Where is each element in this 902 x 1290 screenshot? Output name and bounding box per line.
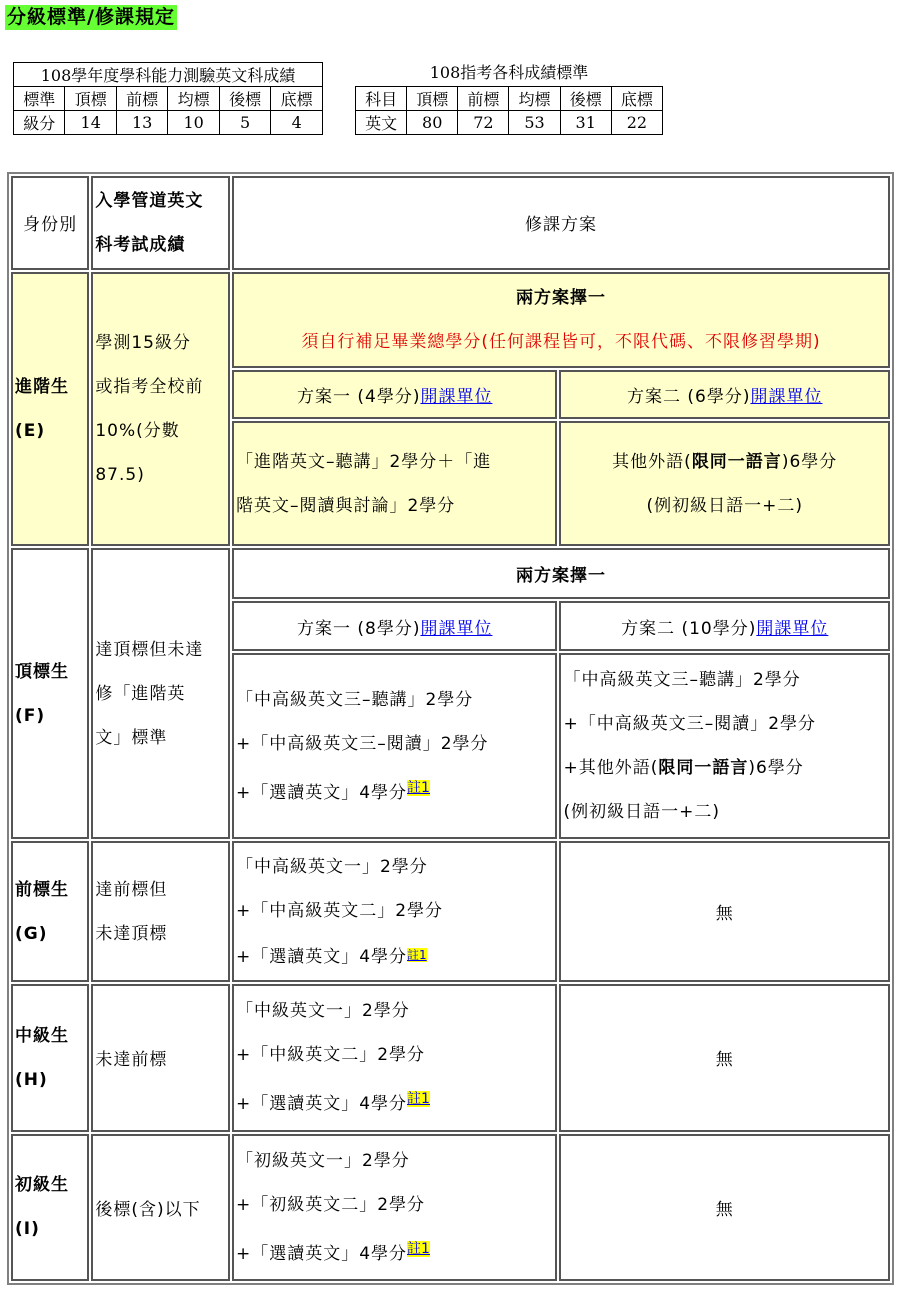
note-1-link[interactable]: 註1 (407, 779, 430, 796)
ast-value-cell: 80 (407, 111, 458, 135)
gsat-value-cell: 級分 (14, 111, 65, 135)
top-plan2-header: 方案二 (10學分)開課單位 (559, 601, 890, 651)
identity-advanced: 進階生 (E) (11, 272, 89, 546)
gsat-header-cell: 頂標 (65, 87, 116, 111)
top-plan1-courses: 「中高級英文三–聽講」2學分 +「中高級英文三–閱讀」2學分 +「選讀英文」4學分$^{註1}$ (232, 653, 557, 839)
ast-value-cell: 53 (509, 111, 560, 135)
mid-plan-courses: 「中級英文一」2學分 +「中級英文二」2學分 +「選讀英文」4學分$^{註1}$ (232, 984, 557, 1131)
advanced-plan1-courses: 「進階英文–聽講」2學分＋「進 階英文–閱讀與討論」2學分 (232, 421, 557, 546)
ast-header-cell: 前標 (458, 87, 509, 111)
header-plan: 修課方案 (232, 176, 890, 270)
identity-mid: 中級生 (H) (11, 984, 89, 1131)
table-header-row (11, 176, 890, 270)
table-row (11, 548, 890, 598)
mid-plan2-none: 無 (559, 984, 890, 1131)
choose-one-label: 兩方案擇一 (515, 287, 606, 308)
criteria-top: 達頂標但未達 修「進階英 文」標準 (91, 548, 230, 839)
front-plan-courses: 「中高級英文一」2學分 +「中高級英文二」2學分 +「選讀英文」4學分註1 (232, 841, 557, 982)
criteria-front: 達前標但 未達頂標 (91, 841, 230, 982)
advanced-plan2-courses: 其他外語(限同一語言)6學分 (例初級日語一+二) (559, 421, 890, 546)
front-plan2-none: 無 (559, 841, 890, 982)
course-plan-table (7, 172, 894, 1285)
gsat-value-cell: 5 (219, 111, 270, 135)
advanced-plan1-header: 方案一 (4學分)開課單位 (232, 370, 557, 419)
ast-value-cell: 22 (611, 111, 662, 135)
ast-value-cell: 72 (458, 111, 509, 135)
page-title: 分級標準/修課規定 (7, 6, 175, 28)
gsat-score-table (13, 62, 323, 135)
note-1-link[interactable]: 註1 (407, 947, 427, 962)
header-admission: 入學管道英文 科考試成績 (91, 176, 230, 270)
course-unit-link[interactable]: 開課單位 (756, 618, 829, 639)
ast-header-cell: 後標 (560, 87, 611, 111)
gsat-value-cell: 13 (116, 111, 167, 135)
table-row (11, 1134, 890, 1281)
identity-basic: 初級生 (I) (11, 1134, 89, 1281)
gsat-header-cell: 底標 (271, 87, 323, 111)
top-plan1-header: 方案一 (8學分)開課單位 (232, 601, 557, 651)
table-row (11, 841, 890, 982)
gsat-value-cell: 4 (271, 111, 323, 135)
top-plan2-courses: 「中高級英文三–聽講」2學分 +「中高級英文三–閱讀」2學分 +其他外語(限同一語言)6學分 (例初級日語一+二) (559, 653, 890, 839)
note-1-link[interactable]: 註1 (407, 1240, 430, 1257)
basic-plan2-none: 無 (559, 1134, 890, 1281)
gsat-header-cell: 標準 (14, 87, 65, 111)
gsat-value-cell: 14 (65, 111, 116, 135)
gsat-header-cell: 後標 (219, 87, 270, 111)
identity-front: 前標生 (G) (11, 841, 89, 982)
identity-top: 頂標生 (F) (11, 548, 89, 839)
criteria-advanced: 學測15級分 或指考全校前 10%(分數 87.5) (91, 272, 230, 546)
note-1-link[interactable]: 註1 (407, 1091, 430, 1108)
course-unit-link[interactable]: 開課單位 (420, 618, 493, 639)
criteria-basic: 後標(含)以下 (91, 1134, 230, 1281)
ast-header-cell: 均標 (509, 87, 560, 111)
criteria-mid: 未達前標 (91, 984, 230, 1131)
ast-header-cell: 頂標 (407, 87, 458, 111)
ast-header-cell: 底標 (611, 87, 662, 111)
gsat-table-caption: 108學年度學科能力測驗英文科成績 (14, 63, 323, 87)
gsat-value-cell: 10 (168, 111, 219, 135)
ast-table-caption: 108指考各科成績標準 (429, 63, 589, 82)
ast-header-cell: 科目 (356, 87, 407, 111)
advanced-plan2-header: 方案二 (6學分)開課單位 (559, 370, 890, 419)
basic-plan-courses: 「初級英文一」2學分 +「初級英文二」2學分 +「選讀英文」4學分$^{註1}$ (232, 1134, 557, 1281)
ast-score-table (355, 86, 663, 135)
credit-requirement-note: 須自行補足畢業總學分(任何課程皆可，不限代碼、不限修習學期) (301, 331, 821, 352)
advanced-choose-cell (232, 272, 890, 368)
gsat-header-cell: 前標 (116, 87, 167, 111)
header-identity: 身份別 (11, 176, 89, 270)
ast-value-cell: 31 (560, 111, 611, 135)
top-choose-label: 兩方案擇一 (232, 548, 890, 598)
course-unit-link[interactable]: 開課單位 (420, 386, 493, 407)
ast-value-cell: 英文 (356, 111, 407, 135)
course-unit-link[interactable]: 開課單位 (750, 386, 823, 407)
table-row (11, 272, 890, 368)
table-row (11, 984, 890, 1131)
gsat-header-cell: 均標 (168, 87, 219, 111)
